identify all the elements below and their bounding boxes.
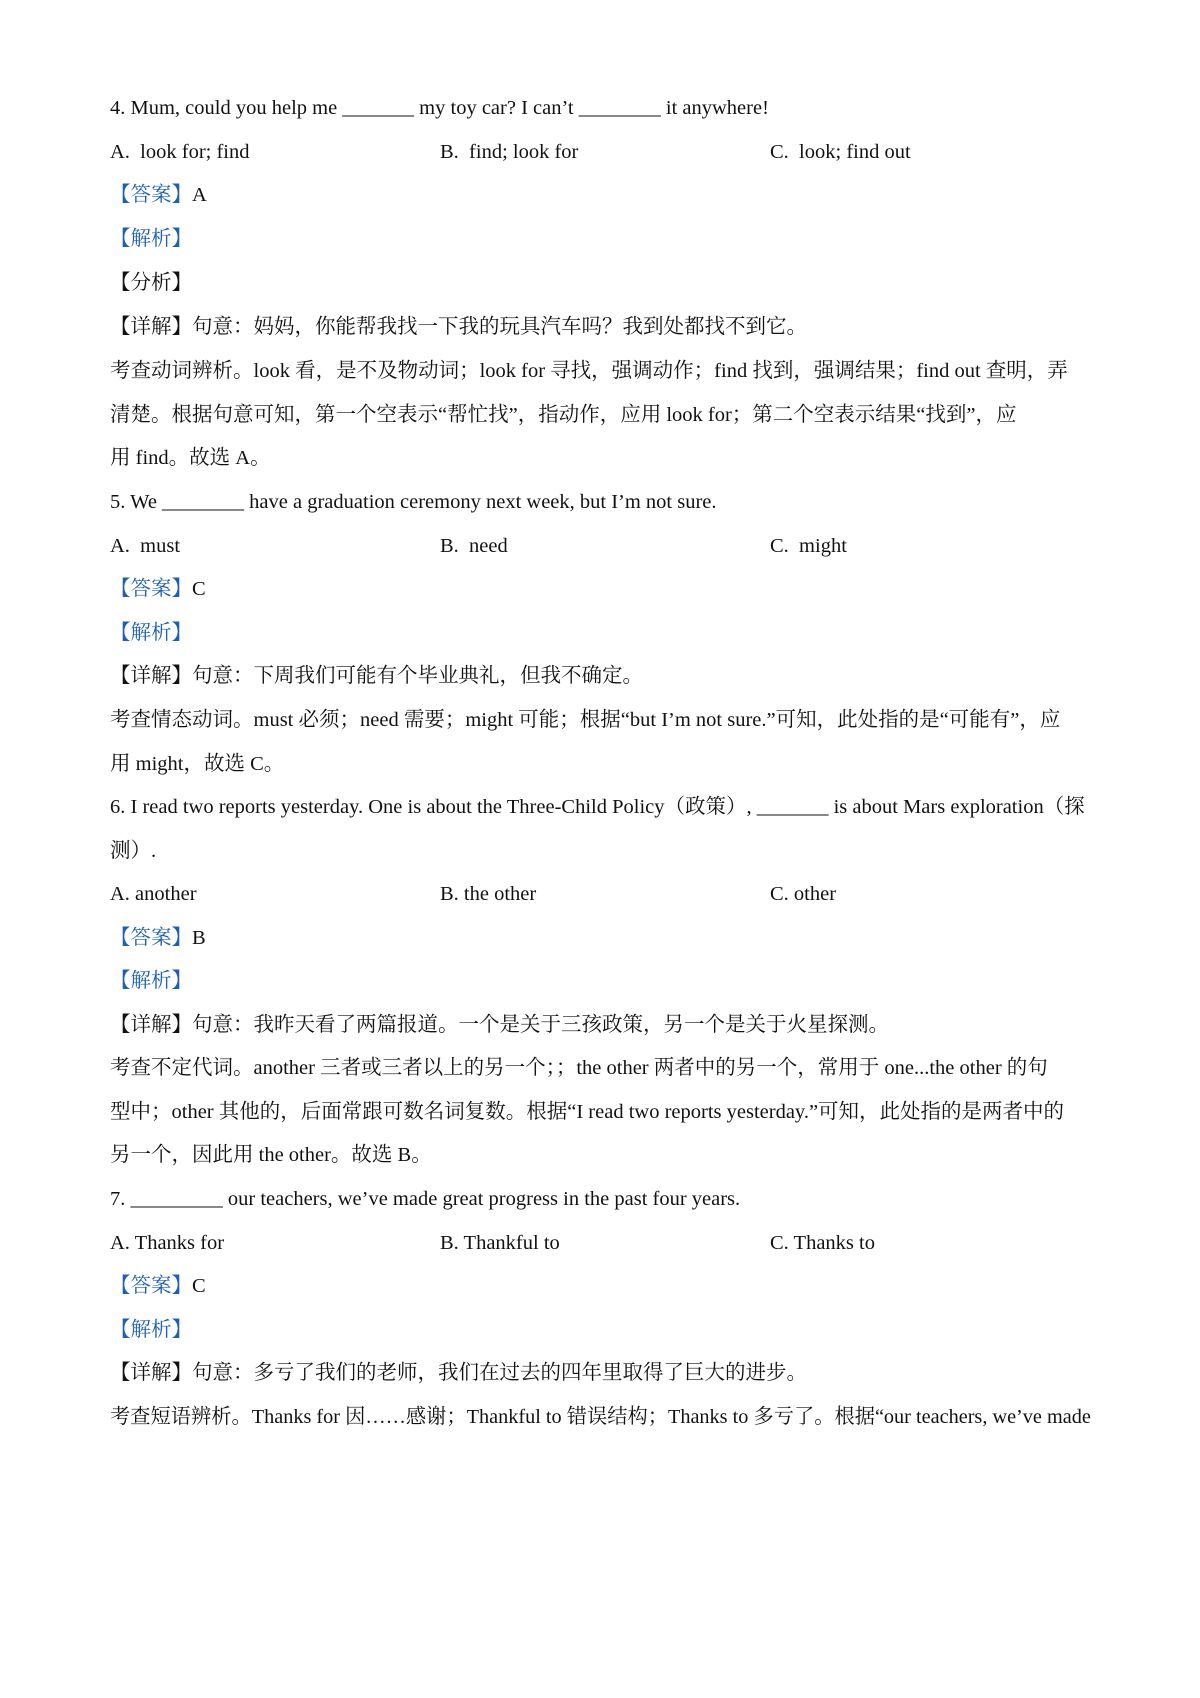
detail-tag: 【详解】	[110, 316, 192, 338]
question-5-jiexi-tag: 【解析】	[110, 622, 192, 644]
answer-tag: 【答案】	[110, 1275, 192, 1297]
question-6-explain-line-2: 型中；other 其他的，后面常跟可数名词复数。根据“I read two reports yesterday.”可知，此处指的是两者中的	[110, 1101, 1065, 1123]
question-4-explain-line-1: 考查动词辨析。look 看，是不及物动词；look for 寻找，强调动作；find 找到，强调结果；find out 查明，弄	[110, 360, 1068, 382]
question-4-option-a: A. look for; find	[110, 141, 250, 163]
question-7-detail	[110, 1358, 1100, 1388]
question-6-option-a: A. another	[110, 883, 197, 905]
question-4-option-c: C. look; find out	[770, 141, 911, 163]
question-4-stem: 4. Mum, could you help me _______ my toy car? I can’t ________ it anywhere!	[110, 97, 769, 119]
question-6-jiexi-tag: 【解析】	[110, 970, 192, 992]
answer-tag: 【答案】	[110, 927, 192, 949]
question-4-answer	[110, 180, 1100, 210]
question-6-answer	[110, 923, 1100, 953]
question-6-stem-line-1: 6. I read two reports yesterday. One is about the Three-Child Policy（政策）, _______ is about Mars exploration（探	[110, 796, 1085, 818]
answer-value: C	[192, 1275, 206, 1297]
question-4-explain-line-3: 用 find。故选 A。	[110, 447, 271, 469]
question-5-answer	[110, 574, 1100, 604]
question-5-detail	[110, 661, 1100, 691]
question-6-option-c: C. other	[770, 883, 837, 905]
detail-text: 句意：我昨天看了两篇报道。一个是关于三孩政策，另一个是关于火星探测。	[192, 1014, 889, 1036]
question-6-detail	[110, 1010, 1100, 1040]
question-7-stem: 7. _________ our teachers, we’ve made great progress in the past four years.	[110, 1188, 741, 1210]
answer-value: C	[192, 578, 206, 600]
question-6-stem-line-2: 测）.	[110, 840, 157, 862]
question-5-explain-line-2: 用 might，故选 C。	[110, 753, 285, 775]
answer-value: B	[192, 927, 206, 949]
detail-text: 句意：下周我们可能有个毕业典礼，但我不确定。	[192, 665, 643, 687]
question-7-answer	[110, 1271, 1100, 1301]
question-4-jiexi-tag: 【解析】	[110, 228, 192, 250]
answer-tag: 【答案】	[110, 578, 192, 600]
question-5-option-b: B. need	[440, 535, 508, 557]
question-5-option-c: C. might	[770, 535, 847, 557]
question-7-option-c: C. Thanks to	[770, 1232, 875, 1254]
question-4-option-b: B. find; look for	[440, 141, 579, 163]
question-6-explain-line-3: 另一个，因此用 the other。故选 B。	[110, 1144, 432, 1166]
question-7-option-a: A. Thanks for	[110, 1232, 225, 1254]
detail-text: 句意：妈妈，你能帮我找一下我的玩具汽车吗？我到处都找不到它。	[192, 316, 807, 338]
question-4-detail	[110, 312, 1100, 342]
detail-tag: 【详解】	[110, 665, 192, 687]
question-5-stem: 5. We ________ have a graduation ceremony next week, but I’m not sure.	[110, 491, 717, 513]
question-4-fenxi-tag: 【分析】	[110, 272, 192, 294]
question-7-jiexi-tag: 【解析】	[110, 1319, 192, 1341]
question-7-explain-line-1: 考查短语辨析。Thanks for 因……感谢；Thankful to 错误结构；Thanks to 多亏了。根据“our teachers, we’ve made	[110, 1406, 1091, 1428]
question-7-option-b: B. Thankful to	[440, 1232, 560, 1254]
question-4-explain-line-2: 清楚。根据句意可知，第一个空表示“帮忙找”，指动作，应用 look for；第二个空表示结果“找到”，应	[110, 404, 1017, 426]
detail-tag: 【详解】	[110, 1362, 192, 1384]
question-5-option-a: A. must	[110, 535, 181, 557]
question-6-explain-line-1: 考查不定代词。another 三者或三者以上的另一个；；the other 两者中的另一个，常用于 one...the other 的句	[110, 1057, 1048, 1079]
question-5-explain-line-1: 考查情态动词。must 必须；need 需要；might 可能；根据“but I’m not sure.”可知，此处指的是“可能有”，应	[110, 709, 1061, 731]
answer-tag: 【答案】	[110, 184, 192, 206]
detail-tag: 【详解】	[110, 1014, 192, 1036]
detail-text: 句意：多亏了我们的老师，我们在过去的四年里取得了巨大的进步。	[192, 1362, 807, 1384]
question-6-option-b: B. the other	[440, 883, 537, 905]
answer-value: A	[192, 184, 207, 206]
